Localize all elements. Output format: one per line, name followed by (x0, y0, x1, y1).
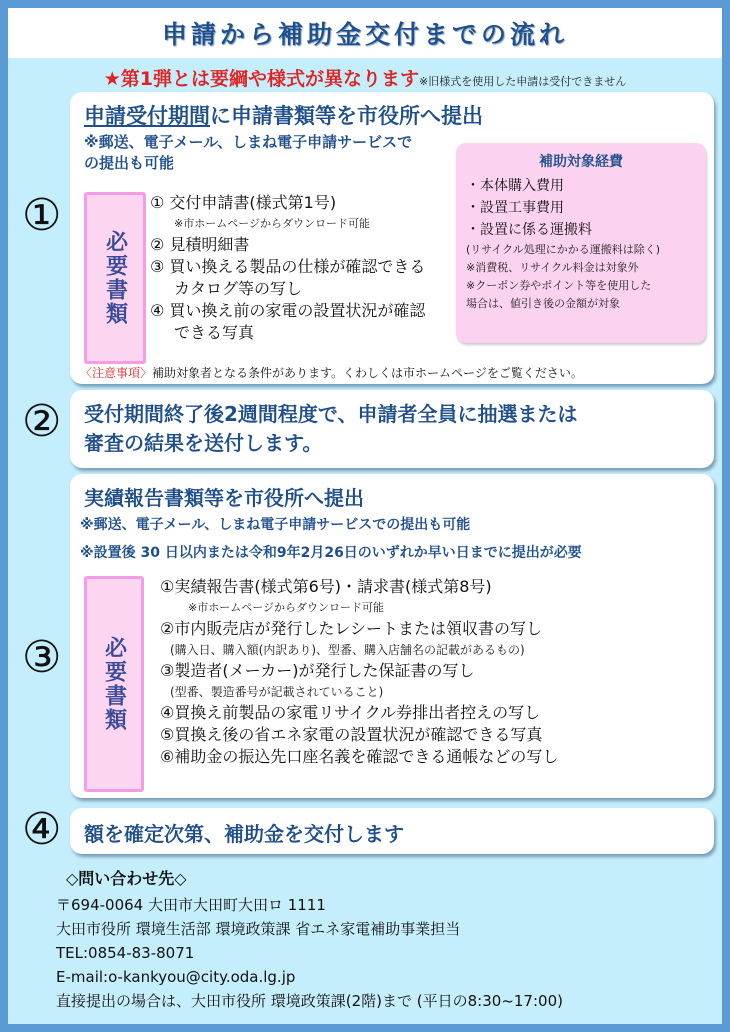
subsidy-note: (リサイクル処理にかかる運搬料は除く) (466, 243, 661, 256)
step-1-submission-note (84, 132, 412, 174)
contact-title: ◇問い合わせ先◇ (66, 869, 187, 888)
subsidy-box-title: 補助対象経費 (539, 154, 623, 170)
step-3-required-docs-tag (84, 576, 144, 792)
step-1-heading-underlined: 申請受付期間 (84, 104, 210, 128)
doc-item: ② 見積明細書 (150, 235, 250, 254)
submission-note-line-2: の提出も可能 (84, 154, 175, 172)
step-4-card (70, 808, 714, 854)
subsidy-eligible-expenses-box (456, 143, 706, 343)
step-3-card (70, 474, 714, 798)
doc-item: カタログ等の写し (174, 279, 303, 298)
required-docs-label: 必要書類 (101, 636, 127, 732)
flyer-frame (8, 8, 722, 1024)
step-2-line-2: 審査の結果を送付します。 (84, 431, 323, 455)
step-2-line-1: 受付期間終了後2週間程度で、申請者全員に抽選または (84, 402, 578, 426)
doc-note: ※市ホームページからダウンロード可能 (174, 217, 370, 230)
caution-text: 補助対象者となる条件があります。くわしくは市ホームページをご覧ください。 (152, 366, 583, 380)
contact-email: E-mail:o-kankyou@city.oda.lg.jp (56, 968, 296, 986)
notice-sub: ※旧様式を使用した申請は受付できません (419, 75, 627, 88)
step-1-required-docs-tag (84, 192, 146, 364)
step-3-note-1: ※郵送、電子メール、しまね電子申請サービスでの提出も可能 (80, 517, 471, 533)
subsidy-item: ・設置工事費用 (466, 200, 564, 216)
doc-item: ①実績報告書(様式第6号)・請求書(様式第8号) (160, 577, 492, 596)
subsidy-item: ・設置に係る運搬料 (466, 222, 592, 238)
required-docs-label: 必要書類 (102, 230, 128, 326)
notice-main: ★第1弾とは要綱や様式が異なります (103, 68, 420, 90)
doc-note: ※市ホームページからダウンロード可能 (188, 601, 384, 614)
doc-item: ⑤買換え後の省エネ家電の設置状況が確認できる写真 (160, 725, 543, 744)
doc-item: ④買換え前製品の家電リサイクル券排出者控えの写し (160, 703, 541, 722)
step-3-document-list (160, 576, 558, 768)
doc-item: ②市内販売店が発行したレシートまたは領収書の写し (160, 619, 542, 638)
step-2-text (84, 400, 578, 458)
doc-note: (購入日、購入額(内訳あり)、型番、購入店舗名の記載があるもの) (170, 643, 525, 657)
step-1-caution (80, 364, 583, 381)
page-title: 申請から補助金交付までの流れ (161, 20, 568, 49)
doc-item: ① 交付申請書(様式第1号) (150, 193, 337, 212)
doc-item: ③製造者(メーカー)が発行した保証書の写し (160, 661, 475, 680)
step-2-card (70, 390, 714, 468)
step-3-heading: 実績報告書類等を市役所へ提出 (84, 486, 364, 510)
subsidy-item: ・本体購入費用 (466, 178, 564, 194)
title-bar (8, 8, 722, 58)
doc-item: できる写真 (174, 323, 255, 342)
doc-item: ④ 買い換え前の家電の設置状況が確認 (150, 301, 426, 320)
subsidy-note: ※消費税、リサイクル料金は対象外 (466, 261, 639, 274)
step-1-document-list (150, 192, 425, 344)
doc-note: (型番、製造番号が記載されていること) (170, 685, 384, 699)
step-2-number: ② (22, 396, 62, 447)
step-4-number: ④ (22, 804, 62, 855)
notice-line (8, 64, 722, 91)
subsidy-note: 場合は、値引き後の金額が対象 (466, 297, 620, 310)
contact-phone: TEL:0854-83-8071 (56, 944, 195, 962)
step-3-number: ③ (22, 632, 62, 683)
step-4-text: 額を確定次第、補助金を交付します (84, 822, 404, 846)
contact-address: 〒694-0064 大田市大田町大田ロ 1111 (56, 896, 326, 914)
contact-section (56, 866, 563, 1013)
submission-note-line-1: ※郵送、電子メール、しまね電子申請サービスで (84, 133, 413, 151)
contact-department: 大田市役所 環境生活部 環境政策課 省エネ家電補助事業担当 (56, 920, 461, 938)
step-1-number: ① (22, 190, 62, 241)
subsidy-note: ※クーポン券やポイント等を使用した (466, 279, 652, 292)
step-3-note-2: ※設置後 30 日以内または令和9年2月26日のいずれか早い日までに提出が必要 (80, 545, 582, 561)
step-1-heading (84, 100, 483, 130)
doc-item: ⑥補助金の振込先口座名義を確認できる通帳などの写し (160, 747, 559, 766)
doc-item: ③ 買い換える製品の仕様が確認できる (150, 257, 426, 276)
caution-label: 〈注意事項〉 (80, 366, 153, 380)
step-1-heading-rest: に申請書類等を市役所へ提出 (210, 104, 483, 128)
contact-hours: 直接提出の場合は、大田市役所 環境政策課(2階)まで (平日の8:30~17:00) (56, 992, 563, 1010)
